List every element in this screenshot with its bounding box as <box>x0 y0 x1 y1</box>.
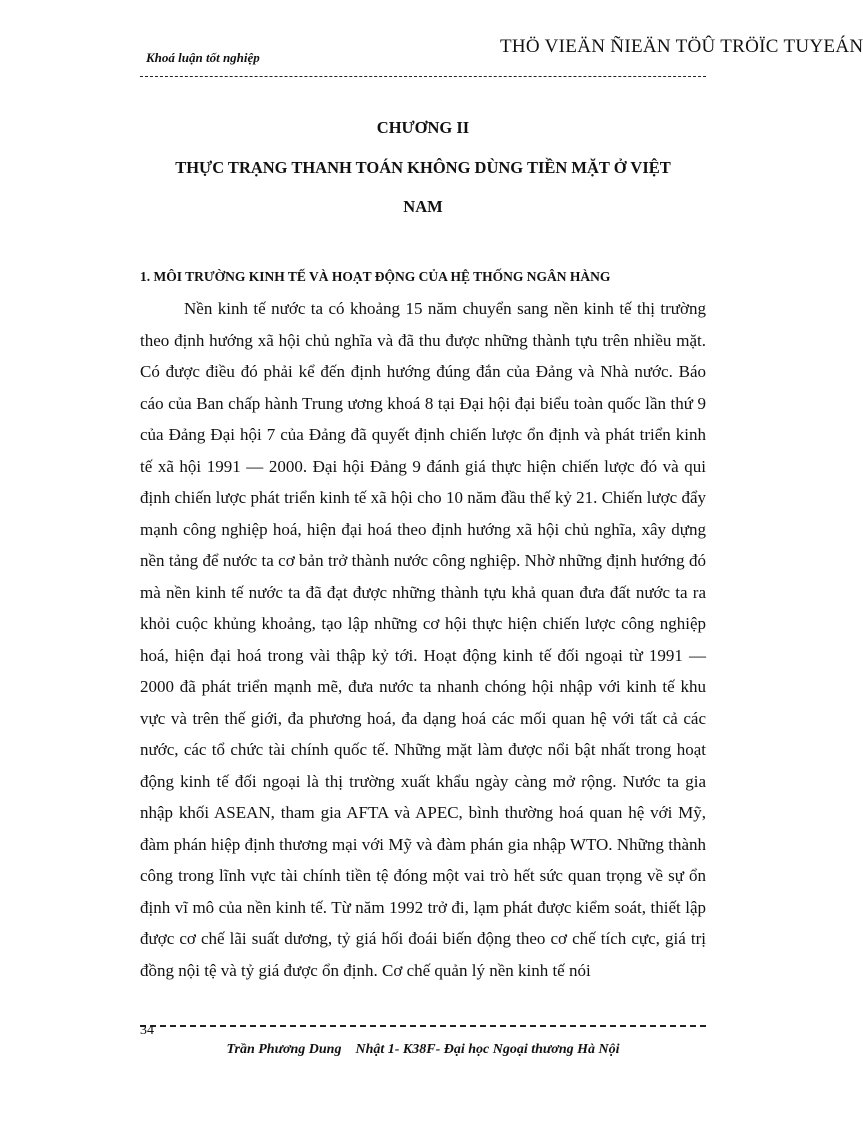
header-divider <box>140 76 706 77</box>
header-left-title: Khoá luận tốt nghiệp <box>146 50 260 65</box>
footer-divider <box>140 1025 706 1027</box>
body-paragraph: Nền kinh tế nước ta có khoảng 15 năm chuyển sang nền kinh tế thị trường theo định hướng xã hội chủ nghĩa và đã thu được những thành tựu trên nhiều mặt. Có được điều đó phải kể đến định hướng đúng đắn của Đảng và Nhà nước. Báo cáo của Ban chấp hành Trung ương khoá 8 tại Đại hội đại biểu toàn quốc lần thứ 9 của Đảng Đại hội 7 của Đảng đã quyết định chiến lược ổn định và phát triển kinh tế xã hội 1991 — 2000. Đại hội Đảng 9 đánh giá thực hiện chiến lược đó và qui định chiến lược phát triển kinh tế xã hội cho 10 năm đầu thế kỷ 21. Chiến lược đẩy mạnh công nghiệp hoá, hiện đại hoá theo định hướng xã hội chủ nghĩa, xây dựng nền tảng để nước ta cơ bản trở thành nước công nghiệp. Nhờ những định hướng đó mà nền kinh tế nước ta đã đạt được những thành tựu khả quan đưa đất nước ta ra khỏi cuộc khủng khoảng, tạo lập những cơ hội thực hiện chiến lược công nghiệp hoá, hiện đại hoá trong vài thập kỷ tới. Hoạt động kinh tế đối ngoại từ 1991 — 2000 đã phát triển mạnh mẽ, đưa nước ta nhanh chóng hội nhập với kinh tế khu vực và trên thế giới, đa phương hoá, đa dạng hoá các mối quan hệ với tất cả các nước, các tổ chức tài chính quốc tế. Những mặt làm được nổi bật nhất trong hoạt động kinh tế đối ngoại là thị trường xuất khẩu ngày càng mở rộng. Nước ta gia nhập khối ASEAN, tham gia AFTA và APEC, bình thường hoá quan hệ với Mỹ, đàm phán hiệp định thương mại với Mỹ và đàm phán gia nhập WTO. Những thành công trong lĩnh vực tài chính tiền tệ đóng một vai trò hết sức quan trọng về sự ổn định vĩ mô của nền kinh tế. Từ năm 1992 trở đi, lạm phát được kiểm soát, thiết lập được cơ chế lãi suất dương, tỷ giá hối đoái biến động theo cơ chế tích cực, giá trị đồng nội tệ và tỷ giá được ổn định. Cơ chế quản lý nền kinh tế nói <box>140 299 706 980</box>
page-number: 34 <box>140 1023 154 1038</box>
chapter-title-line2: NAM <box>403 197 443 216</box>
chapter-title-line1: THỰC TRẠNG THANH TOÁN KHÔNG DÙNG TIỀN MẶT Ở VIỆT <box>175 158 671 177</box>
header-right-title: THÖ VIEÄN ÑIEÄN TÖÛ TRÖÏC TUYEÁN <box>500 36 863 57</box>
chapter-label: CHƯƠNG II <box>376 118 470 137</box>
section-heading: 1. MÔI TRƯỜNG KINH TẾ VÀ HOẠT ĐỘNG CỦA HỆ THỐNG NGÂN HÀNG <box>140 269 611 284</box>
footer-text: Trần Phương Dung Nhật 1- K38F- Đại học Ngoại thương Hà Nội <box>226 1042 620 1057</box>
